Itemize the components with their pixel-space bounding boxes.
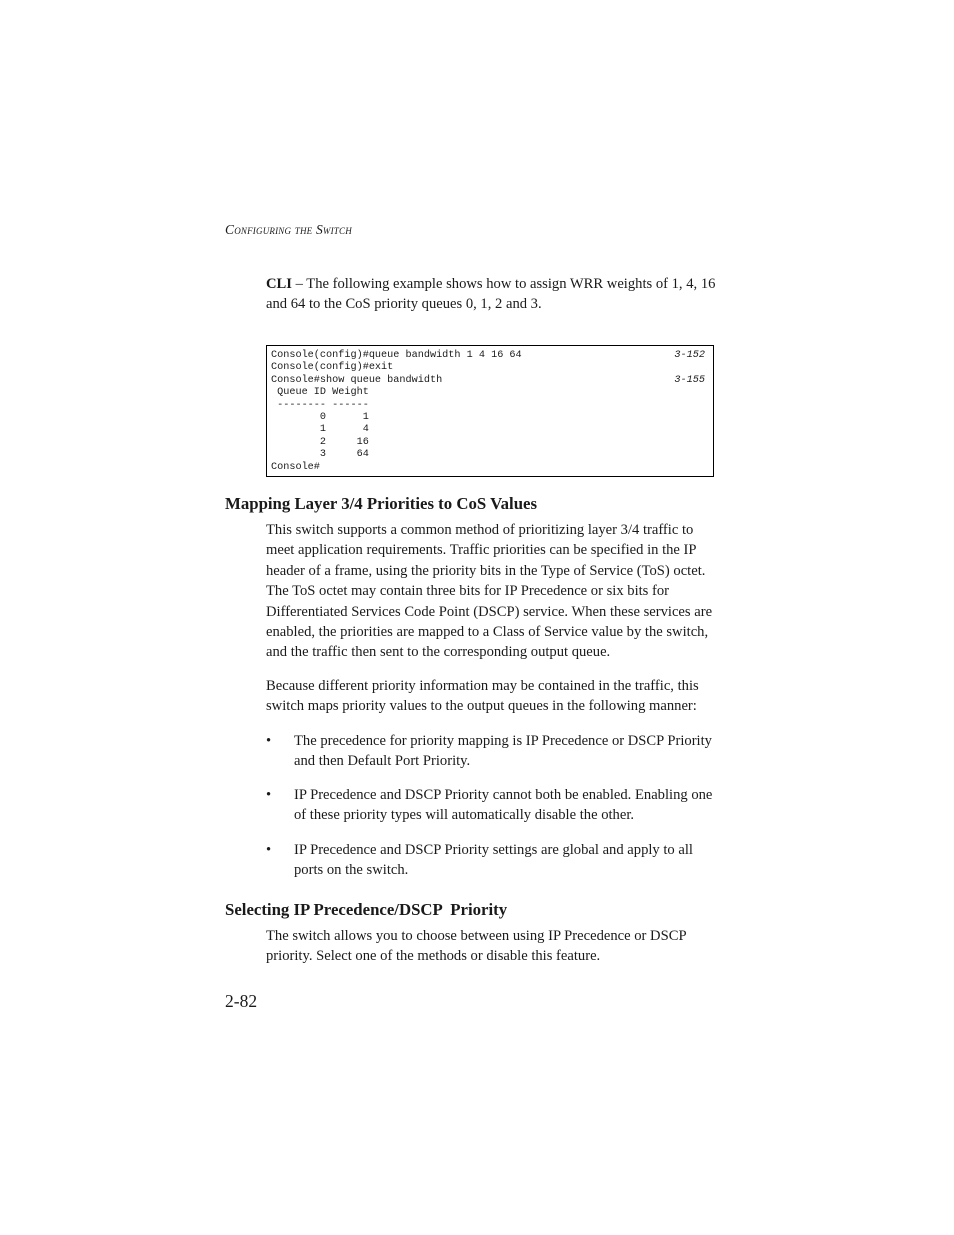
- code-reference: 3-152: [674, 350, 705, 361]
- code-line: 1 4: [271, 424, 369, 436]
- bullet-text: The precedence for priority mapping is IP Precedence or DSCP Priority and then Default Port Priority.: [294, 733, 712, 770]
- bullet-item: [266, 840, 716, 881]
- bullet-item: [266, 785, 716, 826]
- section-heading-mapping: Mapping Layer 3/4 Priorities to CoS Values: [225, 494, 538, 513]
- code-line: 0 1: [271, 411, 369, 423]
- body-paragraph: The switch allows you to choose between using IP Precedence or DSCP priority. Select one of the methods or disable this feature.: [266, 928, 687, 965]
- page-number: 2-82: [225, 991, 258, 1011]
- code-line: Console(config)#queue bandwidth 1 4 16 64 3-152: [271, 350, 705, 361]
- bullet-text: IP Precedence and DSCP Priority cannot both be enabled. Enabling one of these priority types will automatically disable the other.: [294, 787, 713, 824]
- intro-paragraph: [266, 274, 716, 315]
- code-line: 2 16: [271, 436, 369, 448]
- bullet-mark: •: [266, 842, 272, 858]
- code-line: Queue ID Weight: [271, 387, 369, 399]
- section-heading-selecting: Selecting IP Precedence/DSCP Priority: [225, 900, 508, 919]
- body-paragraph: This switch supports a common method of prioritizing layer 3/4 traffic to meet application requirements. Traffic priorities can be specified in the IP header of a frame, using the priority bits in the Type of Service (ToS) octet. The ToS octet may contain three bits for IP Precedence or six bits for Differentiated Services Code Point (DSCP) service. When these services are enabled, the priorities are mapped to a Class of Service value by the switch, and the traffic then sent to the corresponding output queue.: [266, 522, 713, 661]
- cli-label: CLI: [266, 276, 292, 292]
- bullet-text: IP Precedence and DSCP Priority settings are global and apply to all ports on the switch.: [294, 842, 693, 879]
- code-line: 3 64: [271, 449, 369, 461]
- code-line: Console#: [271, 461, 320, 473]
- bullet-mark: •: [266, 787, 272, 803]
- code-line: -------- ------: [271, 399, 369, 411]
- code-line: Console#show queue bandwidth 3-155: [271, 374, 705, 386]
- code-example: [266, 345, 714, 477]
- running-head: Configuring the Switch: [225, 222, 352, 237]
- code-line: Console(config)#exit: [271, 362, 394, 374]
- bullet-mark: •: [266, 733, 272, 749]
- code-reference: 3-155: [674, 374, 705, 386]
- body-paragraph: Because different priority information may be contained in the traffic, this switch maps priority values to the output queues in the following manner:: [266, 678, 699, 715]
- bullet-item: [266, 731, 716, 772]
- intro-text: – The following example shows how to assign WRR weights of 1, 4, 16 and 64 to the CoS priority queues 0, 1, 2 and 3.: [266, 276, 716, 313]
